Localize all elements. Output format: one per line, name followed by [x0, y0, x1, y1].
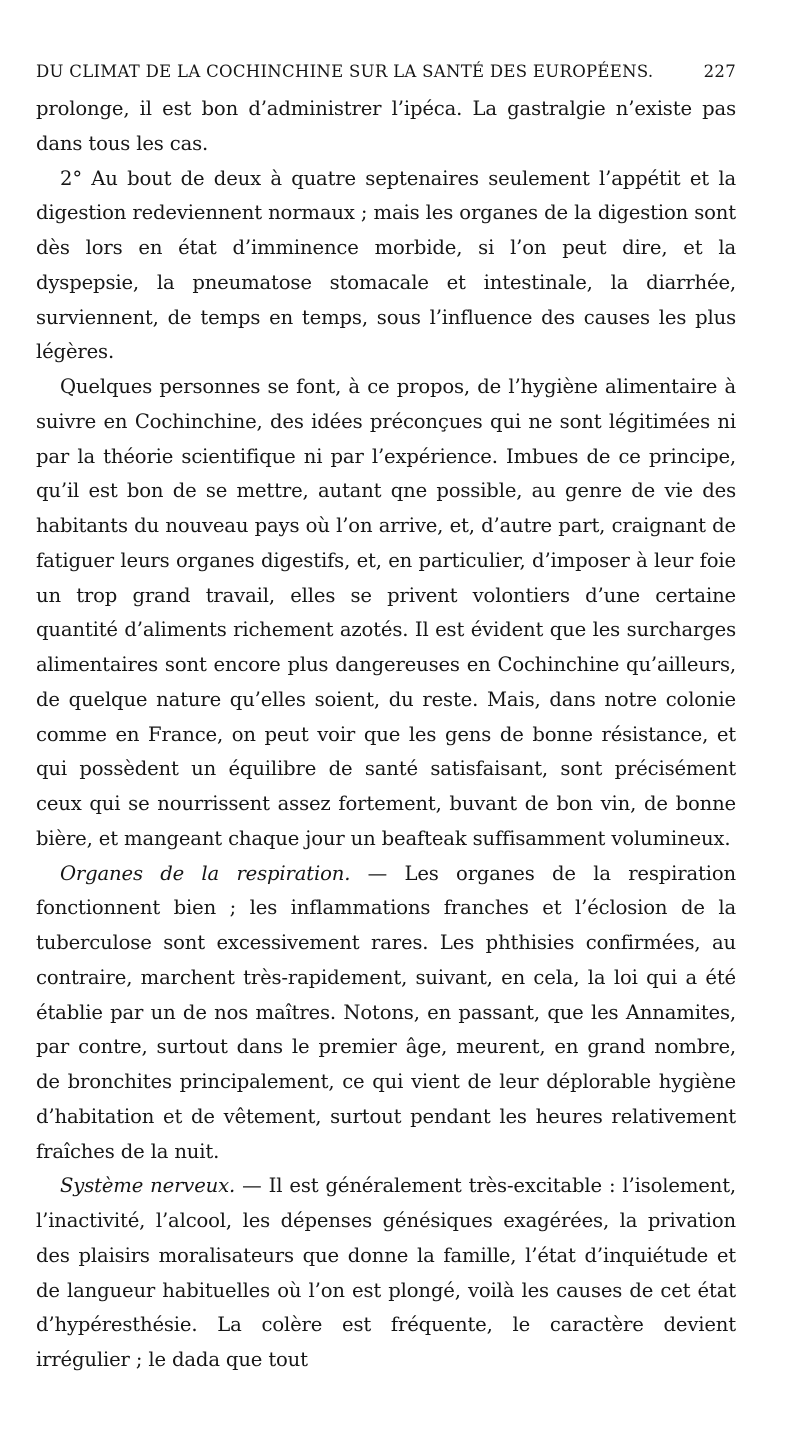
page-number: 227: [703, 62, 736, 81]
paragraph: [36, 92, 736, 162]
paragraph: [36, 1169, 736, 1378]
paragraph: [36, 162, 736, 371]
section-heading-nervous-system: Système nerveux.: [60, 1174, 236, 1198]
paragraph: [36, 370, 736, 857]
body-text: [36, 92, 736, 1378]
running-head: [36, 60, 736, 84]
paragraph-text: 2° Au bout de deux à quatre septenaires seulement l’appétit et la digestion redeviennent normaux ; mais les organes de la digestion sont dès lors en état d’imminence morbide, si l’on peut dire, et la dyspepsie, la pneumatose stomacale et intestinale, la diarrhée, surviennent, de temps en temps, sous l’influence des causes les plus légères.: [36, 166, 736, 364]
paragraph: [36, 857, 736, 1170]
paragraph-text: — Il est généralement très-excitable : l’isolement, l’inactivité, l’alcool, les dépenses génésiques exagérées, la privation des plaisirs moralisateurs que donne la famille, l’état d’inquiétude et de langueur habituelles où l’on est plongé, voilà les causes de cet état d’hypéresthésie. La colère est fréquente, le caractère devient irrégulier ; le dada que tout: [36, 1174, 736, 1371]
paragraph-text: — Les organes de la respiration fonctionnent bien ; les inflammations franches et l’éclosion de la tuberculose sont excessivement rares. Les phthisies confirmées, au contraire, marchent très-rapidement, suivant, en cela, la loi qui a été établie par un de nos maîtres. Notons, en passant, que les Annamites, par contre, surtout dans le premier âge, meurent, en grand nombre, de bronchites principalement, ce qui vient de leur déplorable hygiène d’habitation et de vêtement, surtout pendant les heures relativement fraîches de la nuit.: [36, 861, 736, 1163]
section-heading-respiration: Organes de la respiration.: [60, 861, 351, 885]
paragraph-text: Quelques personnes se font, à ce propos, de l’hygiène alimentaire à suivre en Cochinchine, des idées préconçues qui ne sont légitimées ni par la théorie scientifique ni par l’expérience. Imbues de ce principe, qu’il est bon de se mettre, autant qne possible, au genre de vie des habitants du nouveau pays où l’on arrive, et, d’autre part, craignant de fatiguer leurs organes digestifs, et, en particulier, d’imposer à leur foie un trop grand travail, elles se privent volontiers d’une certaine quantité d’aliments richement azotés. Il est évident que les surcharges alimentaires sont encore plus dangereuses en Cochinchine qu’ailleurs, de quelque nature qu’elles soient, du reste. Mais, dans notre colonie comme en France, on peut voir que les gens de bonne résistance, et qui possèdent un équilibre de santé satisfaisant, sont précisément ceux qui se nourrissent assez fortement, buvant de bon vin, de bonne bière, et mangeant chaque jour un beafteak suffisamment volumineux.: [36, 375, 736, 850]
book-page: [36, 60, 736, 1378]
paragraph-text: prolonge, il est bon d’administrer l’ipéca. La gastralgie n’existe pas dans tous les cas.: [36, 97, 736, 155]
running-title: DU CLIMAT DE LA COCHINCHINE SUR LA SANTÉ DES EUROPÉENS.: [36, 62, 654, 81]
